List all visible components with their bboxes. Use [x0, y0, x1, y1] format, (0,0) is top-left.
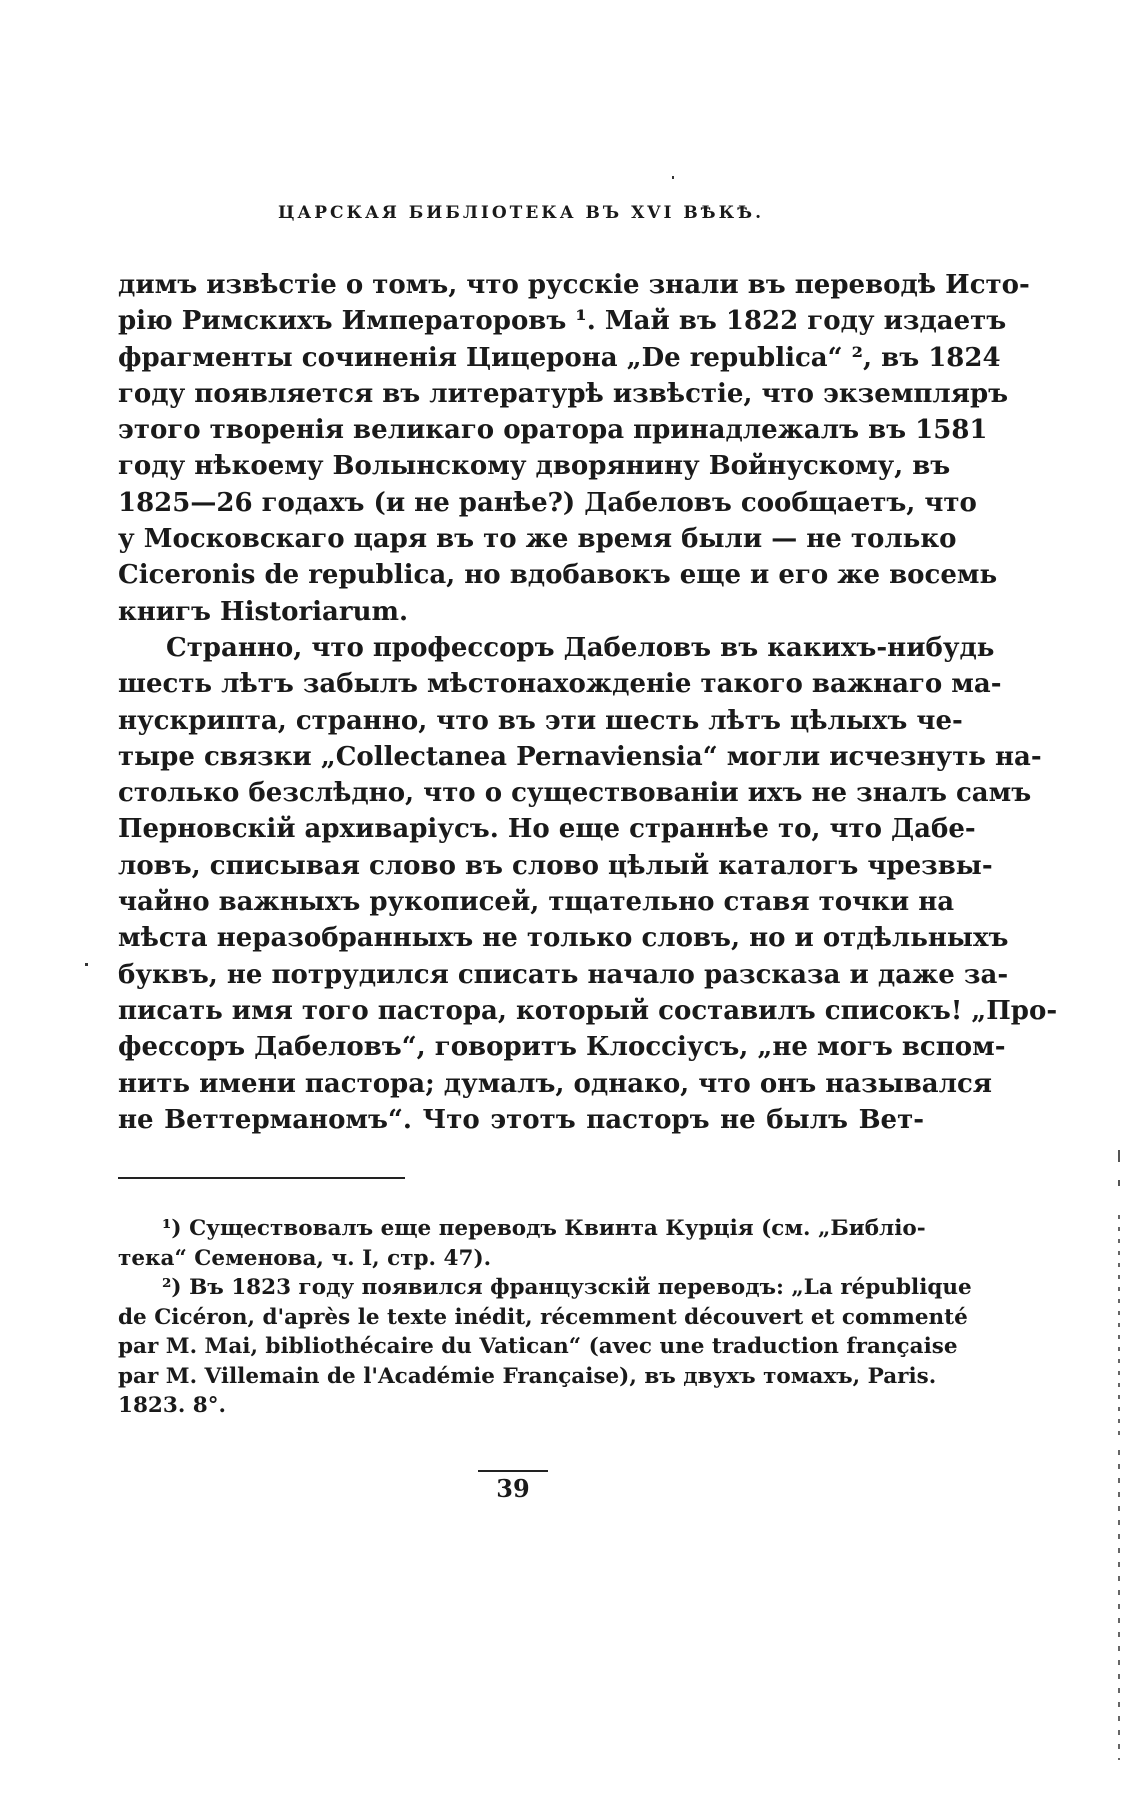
- body-line: рію Римскихъ Императоровъ ¹. Май въ 1822 году издаетъ: [118, 306, 1007, 337]
- body-line: столько безслѣдно, что о существованіи ихъ не зналъ самъ: [118, 778, 1032, 809]
- body-line: ловъ, списывая слово въ слово цѣлый каталогъ чрезвы-: [118, 850, 993, 881]
- body-line: мѣста неразобранныхъ не только словъ, но и отдѣльныхъ: [118, 923, 1009, 954]
- body-line: 1825—26 годахъ (и не ранѣе?) Дабеловъ сообщаетъ, что: [118, 487, 977, 518]
- body-line: Странно, что профессоръ Дабеловъ въ какихъ-нибудь: [166, 632, 995, 663]
- print-mark: [672, 176, 674, 179]
- body-line: шесть лѣтъ забылъ мѣстонахожденіе такого важнаго ма-: [118, 669, 1002, 700]
- footnote-line: ¹) Существовалъ еще переводъ Квинта Курція (см. „Библіо-: [162, 1216, 926, 1241]
- running-head: ЦАРСКАЯ БИБЛIОТЕКА ВЪ XVI ВѢКѢ.: [277, 203, 765, 223]
- footnote-line: par M. Villemain de l'Académie Française), въ двухъ томахъ, Paris.: [118, 1363, 937, 1389]
- body-line: Перновскій архиваріусъ. Но еще страннѣе то, что Дабе-: [118, 814, 976, 845]
- body-line: нускрипта, странно, что въ эти шесть лѣтъ цѣлыхъ че-: [118, 705, 963, 736]
- body-line: книгъ Historiarum.: [118, 596, 409, 627]
- footnote-line: de Cicéron, d'après le texte inédit, récemment découvert et commenté: [118, 1304, 968, 1330]
- footnote-rule: [118, 1177, 405, 1179]
- footnote-line: ²) Въ 1823 году появился французскій переводъ: „La république: [162, 1275, 972, 1300]
- body-line: буквъ, не потрудился списать начало разсказа и даже за-: [118, 959, 1009, 990]
- body-line: чайно важныхъ рукописей, тщательно ставя точки на: [118, 887, 955, 918]
- footnotes: [118, 1214, 972, 1421]
- body-line: не Веттерманомъ“. Что этотъ пасторъ не былъ Вет-: [118, 1104, 924, 1135]
- body-line: нить имени пастора; думалъ, однако, что онъ назывался: [118, 1068, 993, 1099]
- body-line: фессоръ Дабеловъ“, говоритъ Клоссіусъ, „не могъ вспом-: [118, 1032, 1006, 1063]
- page-number: 39: [478, 1470, 548, 1503]
- margin-scan-mark: [1118, 1150, 1120, 1162]
- body-line: Ciceronis de republica, но вдобавокъ еще и его же восемь: [118, 560, 998, 591]
- body-line: году появляется въ литературѣ извѣстіе, что экземпляръ: [118, 378, 1009, 409]
- body-line: димъ извѣстіе о томъ, что русскіе знали въ переводѣ Исто-: [118, 270, 1030, 300]
- margin-scan-mark: [1118, 1215, 1120, 1435]
- body-line: писать имя того пастора, который составилъ списокъ! „Про-: [118, 995, 1058, 1026]
- margin-mark: [85, 963, 88, 966]
- margin-scan-mark: [1118, 1180, 1120, 1186]
- body-text: [118, 267, 1058, 1138]
- body-line: тыре связки „Collectanea Pernaviensia“ могли исчезнуть на-: [118, 741, 1042, 772]
- margin-scan-mark: [1118, 1450, 1120, 1760]
- footnote-line: тека“ Семенова, ч. I, стр. 47).: [118, 1245, 492, 1271]
- footnote-line: par M. Mai, bibliothécaire du Vatican“ (avec une traduction française: [118, 1334, 958, 1359]
- body-line: году нѣкоему Волынскому дворянину Войнускому, въ: [118, 451, 951, 482]
- body-line: фрагменты сочиненія Цицерона „De republica“ ², въ 1824: [118, 342, 1001, 373]
- body-line: этого творенія великаго оратора принадлежалъ въ 1581: [118, 415, 988, 446]
- body-line: у Московскаго царя въ то же время были — не только: [118, 524, 957, 555]
- footnote-line: 1823. 8°.: [118, 1393, 227, 1418]
